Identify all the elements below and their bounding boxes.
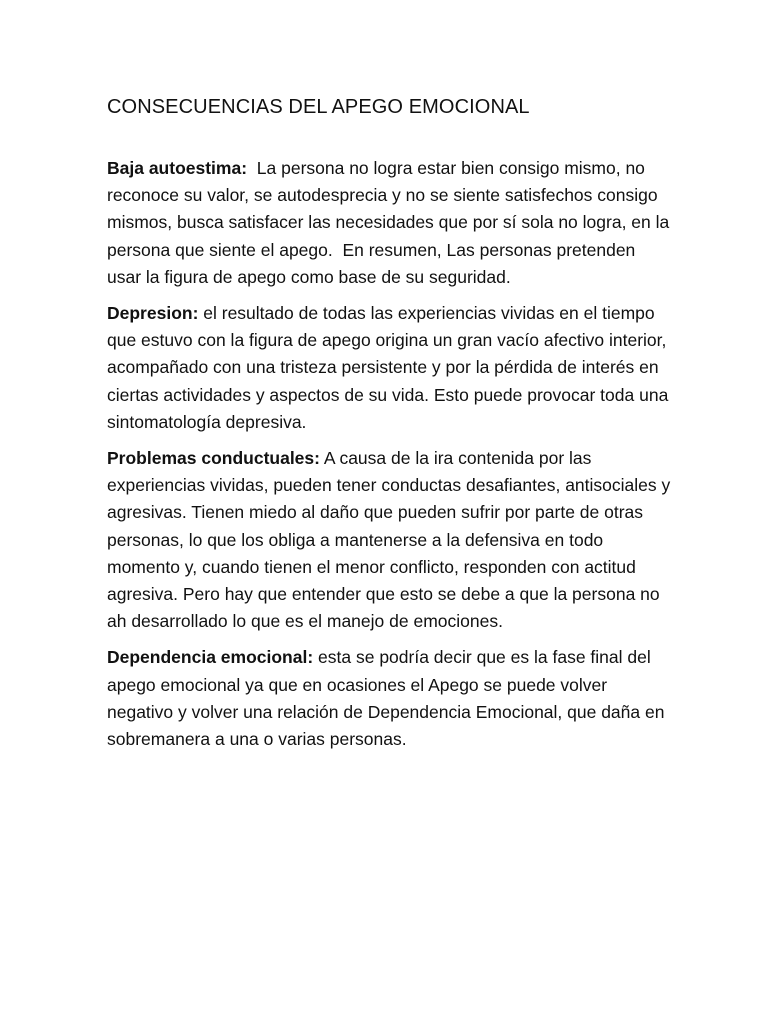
section-term: Dependencia emocional:	[107, 647, 314, 668]
section-text: A causa de la ira contenida por las experiencias vividas, pueden tener conductas desafiantes, antisociales y agresivas. Tienen miedo al daño que pueden sufrir por parte de otras personas, lo que los obliga a mantenerse a la defensiva en todo momento y, cuando tienen el menor conflicto, responden con actitud agresiva. Pero hay que entender que esto se debe a que la persona no ah desarrollado lo que es el manejo de emociones.	[107, 448, 676, 632]
section-text: el resultado de todas las experiencias vividas en el tiempo que estuvo con la figura de apego origina un gran vacío afectivo interior, acompañado con una tristeza persistente y por la pérdida de interés en ciertas actividades y aspectos de su vida. Esto puede provocar toda una sintomatología depresiva.	[107, 303, 674, 432]
document-title: CONSECUENCIAS DEL APEGO EMOCIONAL	[107, 96, 530, 118]
section-text: esta se podría decir que es la fase final del apego emocional ya que en ocasiones el Apego se puede volver negativo y volver una relación de Dependencia Emocional, que daña en sobremanera a una o varias personas.	[107, 647, 670, 750]
section-depresion	[107, 300, 672, 436]
section-dependencia-emocional	[107, 644, 672, 753]
section-term: Baja autoestima:	[107, 158, 248, 178]
section-term: Problemas conductuales:	[107, 448, 320, 469]
section-text: La persona no logra estar bien consigo mismo, no reconoce su valor, se autodesprecia y no se siente satisfechos consigo mismos, busca satisfacer las necesidades que por sí sola no logra, en la persona que siente el apego. En resumen, Las personas pretenden usar la figura de apego como base de su seguridad.	[107, 158, 675, 287]
section-term: Depresion:	[107, 303, 199, 324]
section-problemas-conductuales	[107, 445, 676, 635]
document-page	[107, 92, 676, 762]
section-baja-autoestima	[107, 155, 675, 291]
